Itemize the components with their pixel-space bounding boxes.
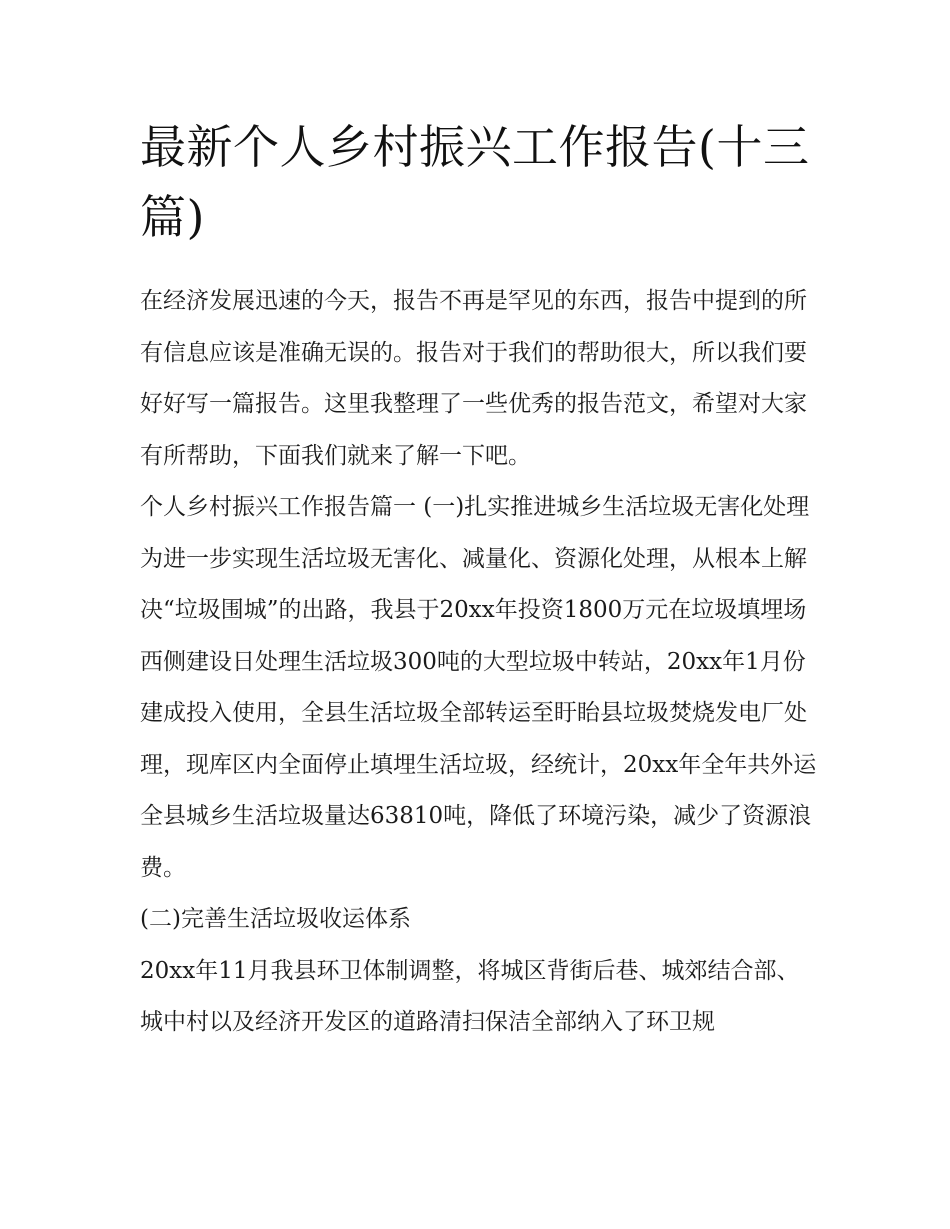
section-heading-two: (二)完善生活垃圾收运体系 — [140, 906, 411, 932]
body-paragraph: 20xx年11月我县环卫体制调整，将城区背街后巷、城郊结合部、城中村以及经济开发区的道路清扫保洁全部纳入了环卫规 — [140, 957, 800, 1035]
document-page — [140, 112, 820, 1049]
intro-paragraph: 在经济发展迅速的今天，报告不再是罕见的东西，报告中提到的所有信息应该是准确无误的。报告对于我们的帮助很大，所以我们要好好写一篇报告。这里我整理了一些优秀的报告范文，希望对大家有所帮助，下面我们就来了解一下吧。 — [140, 288, 807, 469]
document-title: 最新个人乡村振兴工作报告(十三篇) — [140, 120, 810, 244]
document-body — [140, 276, 820, 1049]
body-paragraph: 为进一步实现生活垃圾无害化、减量化、资源化处理，从根本上解决“垃圾围城”的出路，我县于20xx年投资1800万元在垃圾填埋场西侧建设日处理生活垃圾300吨的大型垃圾中转站，20xx年1月份建成投入使用，全县生活垃圾全部转运至盱眙县垃圾焚烧发电厂处理，现库区内全面停止填埋生活垃圾，经统计，20xx年全年共外运全县城乡生活垃圾量达63810吨，降低了环境污染，减少了资源浪费。 — [140, 545, 817, 881]
section-heading-one: 个人乡村振兴工作报告篇一 (一)扎实推进城乡生活垃圾无害化处理 — [140, 494, 810, 520]
